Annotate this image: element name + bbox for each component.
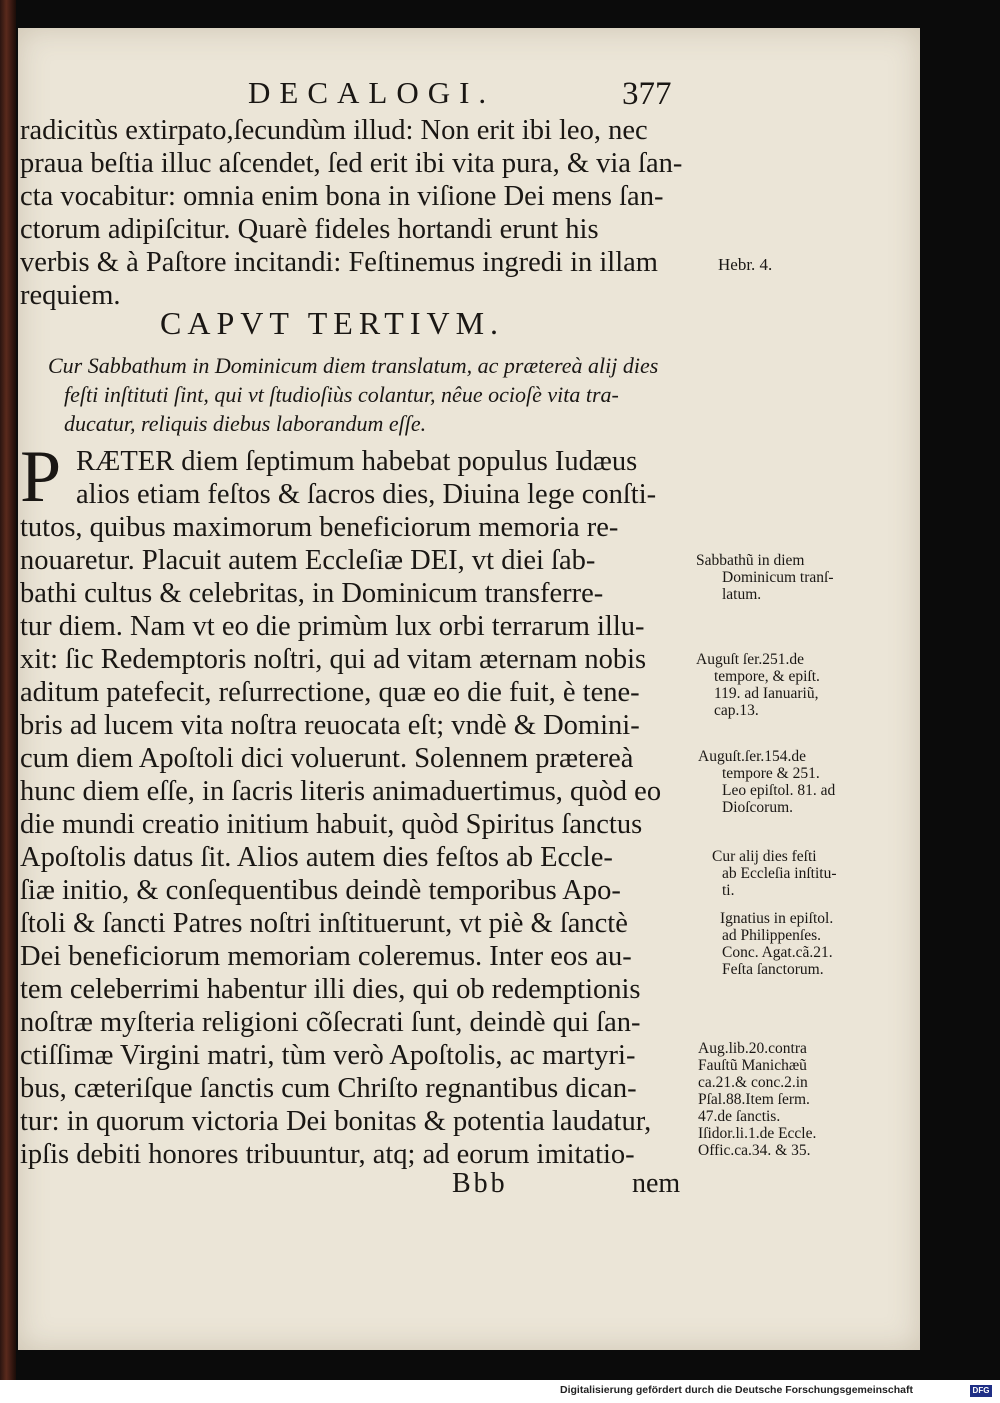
margin-note: Sabbathũ in diem <box>696 552 805 569</box>
text-line: hunc diem eſſe, in ſacris literis animaduertimus, quòd eo <box>20 776 662 807</box>
text-line: Dei beneficiorum memoriam coleremus. Inter eos au- <box>20 941 632 972</box>
chapter-summary-line: feſti inſtituti ſint, qui vt ſtudioſiùs colantur, nêue ocioſè vita tra- <box>64 382 619 407</box>
margin-note: latum. <box>722 586 762 603</box>
text-line: cum diem Apoſtoli dici voluerunt. Solennem prætereà <box>20 743 634 774</box>
margin-note: Aug.lib.20.contra <box>698 1040 807 1057</box>
text-line: alios etiam feſtos & ſacros dies, Diuina lege conſti- <box>76 479 657 510</box>
margin-note: Feſta ſanctorum. <box>722 961 824 978</box>
chapter-summary-line: Cur Sabbathum in Dominicum diem translatum, ac prætereà alij dies <box>48 353 659 378</box>
text-line: ipſis debiti honores tribuuntur, atq; ad eorum imitatio- <box>20 1139 635 1170</box>
dfg-logo-icon: DFG <box>970 1385 992 1397</box>
margin-note: Pſal.88.Item ſerm. <box>698 1091 810 1108</box>
text-line: radicitùs extirpato,ſecundùm illud: Non erit ibi leo, nec <box>20 115 648 146</box>
margin-note: ca.21.& conc.2.in <box>698 1074 808 1091</box>
margin-note: Fauſtũ Manichæũ <box>698 1057 807 1074</box>
running-head: DECALOGI. <box>248 75 496 110</box>
margin-note: tempore & 251. <box>722 765 820 782</box>
margin-note: 119. ad Ianuariũ, <box>714 685 819 702</box>
margin-note: Auguſt ſer.251.de <box>696 651 805 668</box>
margin-note: Dioſcorum. <box>722 799 794 816</box>
margin-note: cap.13. <box>714 702 759 719</box>
margin-note: Hebr. 4. <box>718 255 773 274</box>
footer-credit: Digitalisierung gefördert durch die Deutsche Forschungsgemeinschaft <box>560 1384 913 1396</box>
margin-note: ab Eccleſia inſtitu- <box>722 865 837 882</box>
chapter-summary-line: ducatur, reliquis diebus laborandum eſſe. <box>64 411 427 436</box>
text-line: verbis & à Paſtore incitandi: Feſtinemus ingredi in illam <box>20 247 658 278</box>
text-line: ctiſſimæ Virgini matri, tùm verò Apoſtolis, ac martyri- <box>20 1040 636 1071</box>
text-line: cta vocabitur: omnia enim bona in viſione Dei mens ſan- <box>20 181 664 212</box>
text-line: ſtoli & ſancti Patres noſtri inſtituerunt, vt piè & ſanctè <box>20 908 628 939</box>
margin-note: Auguſt.ſer.154.de <box>698 748 807 765</box>
text-line: Apoſtolis datus ſit. Alios autem dies feſtos ab Eccle- <box>20 842 613 873</box>
margin-note: Ignatius in epiſtol. <box>720 910 834 927</box>
text-line: requiem. <box>20 280 121 311</box>
margin-note: Leo epiſtol. 81. ad <box>722 782 836 799</box>
margin-note: Conc. Agat.cã.21. <box>722 944 833 961</box>
chapter-heading: CAPVT TERTIVM. <box>160 305 505 341</box>
margin-note: Offic.ca.34. & 35. <box>698 1142 811 1159</box>
text-line: tur diem. Nam vt eo die primùm lux orbi terrarum illu- <box>20 611 645 642</box>
text-line: aditum patefecit, reſurrectione, quæ eo die fuit, è tene- <box>20 677 640 708</box>
signature-mark: Bbb <box>452 1168 508 1199</box>
drop-cap: P <box>20 436 62 518</box>
book-spine <box>0 0 16 1380</box>
margin-note: Cur alij dies feſti <box>712 848 817 865</box>
text-line: tutos, quibus maximorum beneficiorum memoria re- <box>20 512 619 543</box>
text-line: bris ad lucem vita noſtra reuocata eſt; vndè & Domini- <box>20 710 640 741</box>
text-line: ſiæ initio, & conſequentibus deindè temporibus Apo- <box>20 875 621 906</box>
text-line: bus, cæteriſque ſanctis cum Chriſto regnantibus dican- <box>20 1073 637 1104</box>
text-line: die mundi creatio initium habuit, quòd Spiritus ſanctus <box>20 809 643 840</box>
text-line: tur: in quorum victoria Dei bonitas & potentia laudatur, <box>20 1106 652 1137</box>
margin-note: Iſidor.li.1.de Eccle. <box>698 1125 817 1142</box>
text-line: RÆTER diem ſeptimum habebat populus Iudæus <box>76 446 638 477</box>
margin-note: tempore, & epiſt. <box>714 668 820 685</box>
text-line: tem celeberrimi habentur illi dies, qui ob redemptionis <box>20 974 641 1005</box>
text-line: praua beſtia illuc aſcendet, ſed erit ibi vita pura, & via ſan- <box>20 148 683 179</box>
margin-note: 47.de ſanctis. <box>698 1108 781 1125</box>
margin-note: Dominicum tranſ- <box>722 569 834 586</box>
catchword: nem <box>632 1168 681 1199</box>
text-line: nouaretur. Placuit autem Eccleſiæ DEI, vt diei ſab- <box>20 545 596 576</box>
text-line: bathi cultus & celebritas, in Dominicum transferre- <box>20 578 604 609</box>
margin-note: ad Philippenſes. <box>722 927 822 944</box>
text-line: xit: ſic Redemptoris noſtri, qui ad vitam æternam nobis <box>20 644 647 675</box>
page-number: 377 <box>622 76 672 112</box>
text-line: ctorum adipiſcitur. Quarè fideles hortandi erunt his <box>20 214 599 245</box>
text-line: noſtræ myſteria religioni cõſecrati ſunt, deindè qui ſan- <box>20 1007 641 1038</box>
margin-note: ti. <box>722 882 735 899</box>
